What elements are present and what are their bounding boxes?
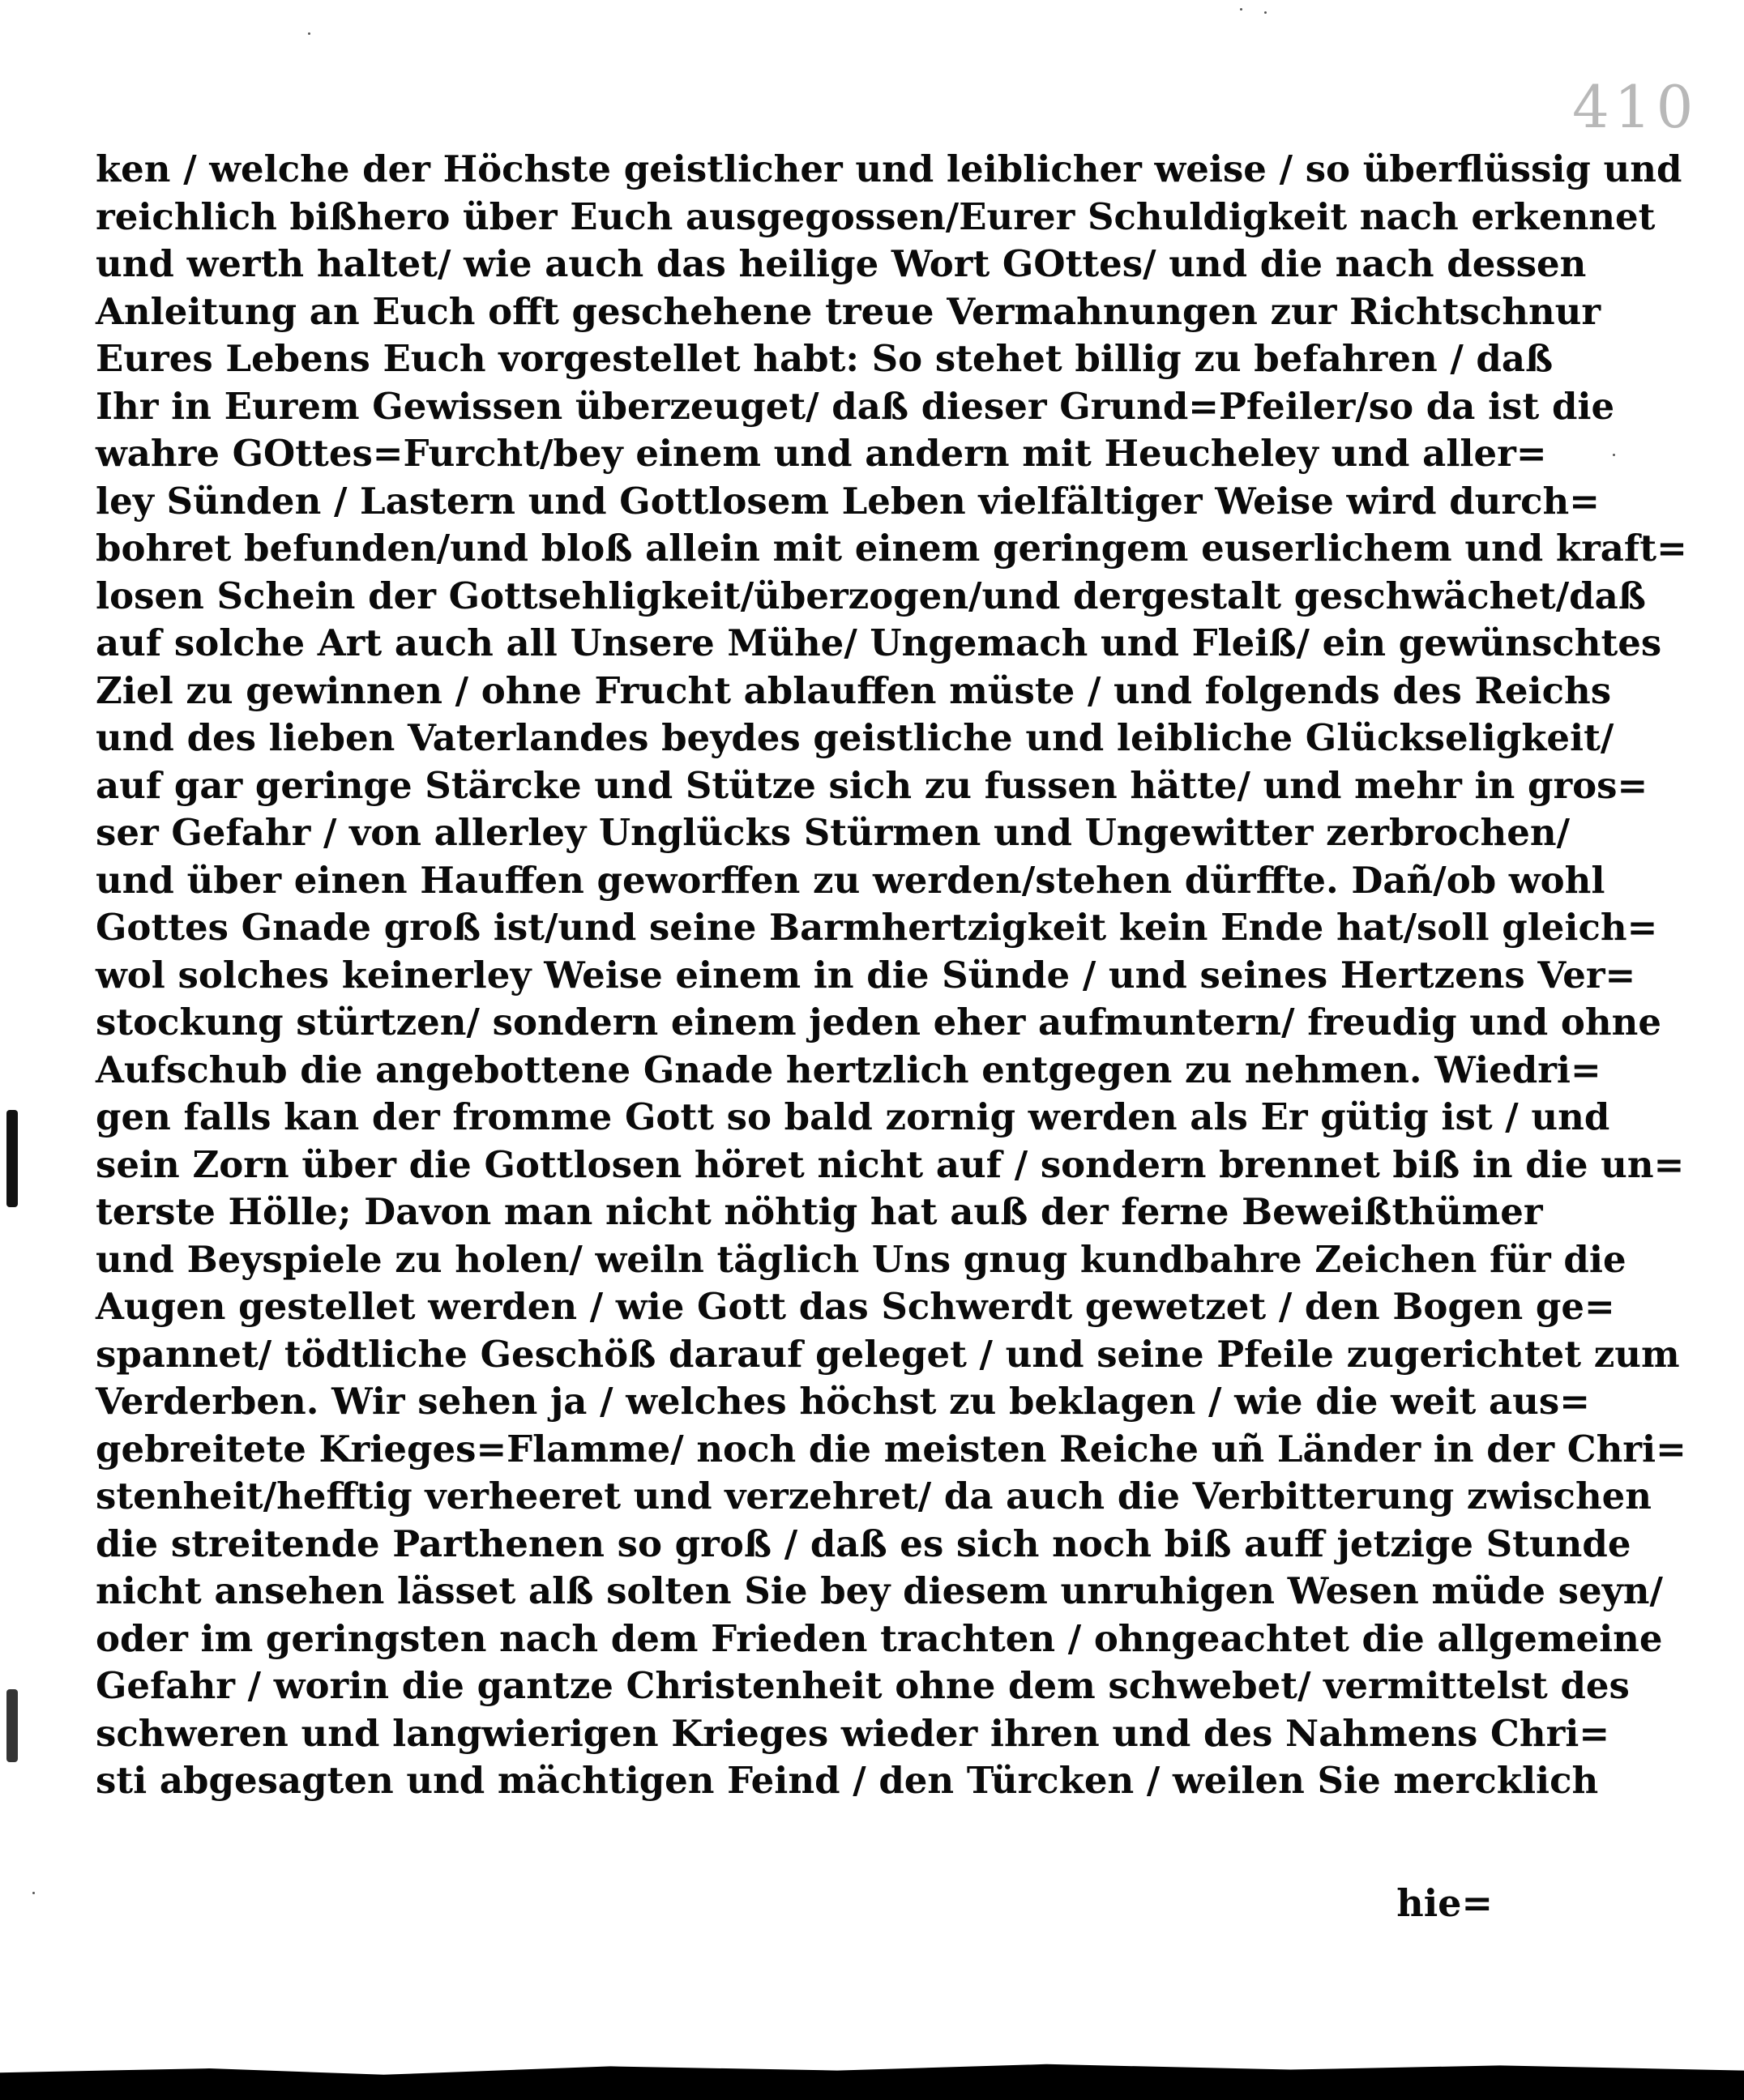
text-line: Augen gestellet werden / wie Gott das Schwerdt gewetzet / den Bogen ge= [96, 1285, 1615, 1328]
page-bottom-edge [0, 2058, 1744, 2100]
text-line: Eures Lebens Euch vorgestellet habt: So stehet billig zu befahren / daß [96, 337, 1554, 380]
text-line: und über einen Hauffen geworffen zu werden/stehen dürffte. Dañ/ob wohl [96, 858, 1605, 902]
text-line: ley Sünden / Lastern und Gottlosem Leben vielfältiger Weise wird durch= [96, 479, 1600, 523]
text-line: losen Schein der Gottsehligkeit/überzogen/und dergestalt geschwächet/daß [96, 574, 1646, 617]
text-line: nicht ansehen lässet alß solten Sie bey diesem unruhigen Wesen müde seyn/ [96, 1569, 1663, 1612]
text-line: stockung stürtzen/ sondern einem jeden eher aufmuntern/ freudig und ohne [96, 1001, 1661, 1044]
text-line: Gefahr / worin die gantze Christenheit ohne dem schwebet/ vermittelst des [96, 1664, 1630, 1707]
text-line: und werth haltet/ wie auch das heilige Wort GOttes/ und die nach dessen [96, 242, 1587, 285]
catchword: hie= [1396, 1881, 1493, 1925]
ink-speck [308, 32, 310, 35]
text-line: wol solches keinerley Weise einem in die Sünde / und seines Hertzens Ver= [96, 953, 1636, 997]
text-line: reichlich bißhero über Euch ausgegossen/Eurer Schuldigkeit nach erkennet [96, 194, 1656, 238]
text-line: Verderben. Wir sehen ja / welches höchst zu beklagen / wie die weit aus= [96, 1380, 1590, 1423]
text-line: Ihr in Eurem Gewissen überzeuget/ daß dieser Grund=Pfeiler/so da ist die [96, 384, 1615, 428]
text-line: ser Gefahr / von allerley Unglücks Stürmen und Ungewitter zerbrochen/ [96, 811, 1571, 854]
margin-binding-mark [6, 1689, 18, 1762]
text-line: gen falls kan der fromme Gott so bald zornig werden als Er gütig ist / und [96, 1095, 1610, 1138]
text-line: sein Zorn über die Gottlosen höret nicht auf / sondern brennet biß in die un= [96, 1142, 1685, 1186]
text-line: die streitende Parthenen so groß / daß es sich noch biß auff jetzige Stunde [96, 1522, 1631, 1565]
text-line: bohret befunden/und bloß allein mit einem geringem euserlichem und kraft= [96, 527, 1687, 570]
text-line: ken / welche der Höchste geistlicher und leiblicher weise / so überflüssig und [96, 147, 1682, 190]
body-text [96, 146, 1687, 1805]
text-line: Gottes Gnade groß ist/und seine Barmhertzigkeit kein Ende hat/soll gleich= [96, 906, 1658, 949]
ink-speck [1613, 454, 1615, 456]
text-line: Anleitung an Euch offt geschehene treue Vermahnungen zur Richtschnur [96, 289, 1601, 333]
text-line: terste Hölle; Davon man nicht nöhtig hat auß der ferne Beweißthümer [96, 1190, 1543, 1233]
text-line: wahre GOttes=Furcht/bey einem und andern mit Heucheley und aller= [96, 432, 1547, 475]
text-line: Ziel zu gewinnen / ohne Frucht ablauffen müste / und folgends des Reichs [96, 668, 1612, 712]
page-number: 410 [1572, 73, 1699, 141]
text-line: Aufschub die angebottene Gnade hertzlich entgegen zu nehmen. Wiedri= [96, 1048, 1601, 1091]
text-line: sti abgesagten und mächtigen Feind / den Türcken / weilen Sie mercklich [96, 1759, 1599, 1802]
margin-binding-mark [6, 1110, 18, 1207]
ink-speck [32, 1892, 35, 1894]
text-line: stenheit/hefftig verheeret und verzehret/ da auch die Verbitterung zwischen [96, 1475, 1652, 1517]
ink-speck [1240, 8, 1242, 11]
text-line: gebreitete Krieges=Flamme/ noch die meisten Reiche uñ Länder in der Chri= [96, 1427, 1686, 1470]
text-line: auf solche Art auch all Unsere Mühe/ Ungemach und Fleiß/ ein gewünschtes [96, 621, 1662, 664]
text-line: auf gar geringe Stärcke und Stütze sich zu fussen hätte/ und mehr in gros= [96, 763, 1648, 807]
text-line: oder im geringsten nach dem Frieden trachten / ohngeachtet die allgemeine [96, 1616, 1663, 1660]
text-line: spannet/ tödtliche Geschöß darauf geleget / und seine Pfeile zugerichtet zum [96, 1332, 1680, 1376]
text-line: und Beyspiele zu holen/ weiln täglich Uns gnug kundbahre Zeichen für die [96, 1237, 1626, 1281]
text-line: schweren und langwierigen Krieges wieder ihren und des Nahmens Chri= [96, 1711, 1610, 1755]
ink-speck [1264, 11, 1267, 14]
text-line: und des lieben Vaterlandes beydes geistliche und leibliche Glückseligkeit/ [96, 716, 1614, 759]
